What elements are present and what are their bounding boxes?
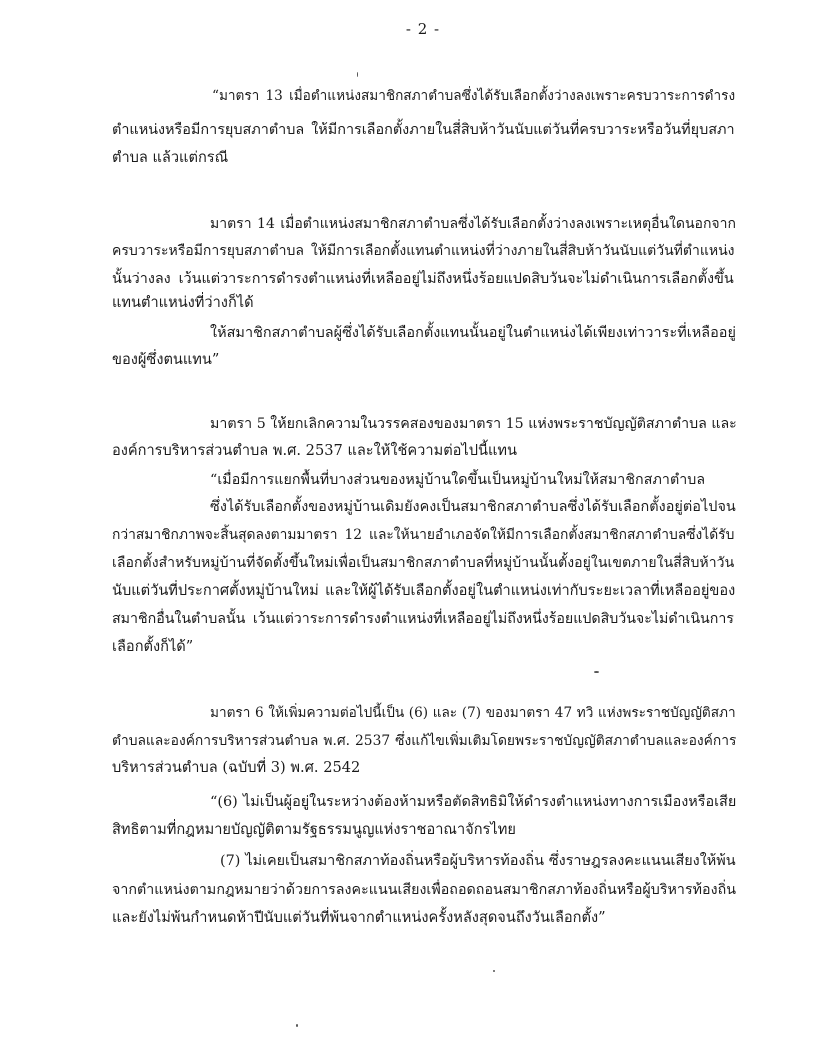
text-line-s6-2: ตำบลและองค์การบริหารส่วนตำบล พ.ศ. 2537 ซึ่งแก้ไขเพิ่มเติมโดยพระราชบัญญัติสภาตำบลและองค์การ: [112, 733, 737, 749]
text-line-s6-5: สิทธิตามที่กฎหมายบัญญัติตามรัฐธรรมนูญแห่งราชอาณาจักรไทย: [112, 821, 516, 838]
text-line-s6-8: และยังไม่พ้นกำหนดห้าปีนับแต่วันที่พ้นจากตำแหน่งครั้งหลังสุดจนถึงวันเลือกตั้ง”: [112, 909, 606, 926]
scan-speck: [296, 1024, 298, 1027]
text-line-s14-6: ของผู้ซึ่งตนแทน”: [112, 351, 220, 368]
text-line-s13-2: ตำแหน่งหรือมีการยุบสภาตำบล ให้มีการเลือกตั้งภายในสี่สิบห้าวันนับแต่วันที่ครบวาระหรือวันที่ยุบสภา: [112, 122, 735, 138]
text-line-s5-4: ซึ่งได้รับเลือกตั้งของหมู่บ้านเดิมยังคงเป็นสมาชิกสภาตำบลซึ่งได้รับเลือกตั้งอยู่ต่อไปจน: [210, 499, 736, 515]
text-line-s14-2: ครบวาระหรือมีการยุบสภาตำบล ให้มีการเลือกตั้งแทนตำแหน่งที่ว่างภายในสี่สิบห้าวันนับแต่วันที่ตำแหน่ง: [112, 243, 735, 259]
text-line-s5-9: เลือกตั้งก็ได้”: [112, 638, 194, 655]
scan-speck: [357, 72, 358, 77]
text-line-s5-1: มาตรา 5 ให้ยกเลิกความในวรรคสองของมาตรา 15 แห่งพระราชบัญญัติสภาตำบล และ: [210, 416, 737, 432]
text-line-s6-3: บริหารส่วนตำบล (ฉบับที่ 3) พ.ศ. 2542: [112, 759, 361, 776]
scan-speck: [594, 671, 599, 673]
text-line-s13-3: ตำบล แล้วแต่กรณี: [112, 149, 229, 166]
text-line-s5-7: นับแต่วันที่ประกาศตั้งหมู่บ้านใหม่ และให้ผู้ได้รับเลือกตั้งอยู่ในตำแหน่งเท่ากับระยะเวลาที่เหลืออยู่ของ: [112, 582, 736, 599]
text-line-s14-1: มาตรา 14 เมื่อตำแหน่งสมาชิกสภาตำบลซึ่งได้รับเลือกตั้งว่างลงเพราะเหตุอื่นใดนอกจาก: [210, 216, 736, 232]
text-line-s14-4: แทนตำแหน่งที่ว่างก็ได้: [112, 294, 254, 311]
text-line-s5-3: “เมื่อมีการแยกพื้นที่บางส่วนของหมู่บ้านใดขึ้นเป็นหมู่บ้านใหม่ให้สมาชิกสภาตำบล: [210, 472, 706, 488]
text-line-s6-4: “(6) ไม่เป็นผู้อยู่ในระหว่างต้องห้ามหรือตัดสิทธิมิให้ดำรงตำแหน่งทางการเมืองหรือเสีย: [210, 794, 737, 810]
text-line-s6-7: จากตำแหน่งตามกฎหมายว่าด้วยการลงคะแนนเสียงเพื่อถอดถอนสมาชิกสภาท้องถิ่นหรือผู้บริหารท้องถิ่น: [112, 882, 736, 898]
page-number: - 2 -: [405, 20, 441, 38]
scan-speck: [493, 970, 495, 972]
text-line-s5-8: สมาชิกอื่นในตำบลนั้น เว้นแต่วาระการดำรงตำแหน่งที่เหลืออยู่ไม่ถึงหนึ่งร้อยแปดสิบวันจะไม่ดำเนินการ: [112, 611, 734, 627]
text-line-s14-5: ให้สมาชิกสภาตำบลผู้ซึ่งได้รับเลือกตั้งแทนนั้นอยู่ในตำแหน่งได้เพียงเท่าวาระที่เหลืออยู่: [210, 325, 736, 341]
text-line-s5-5: กว่าสมาชิกภาพจะสิ้นสุดลงตามมาตรา 12 และให้นายอำเภอจัดให้มีการเลือกตั้งสมาชิกสภาตำบลซึ่งได้รับ: [112, 527, 735, 543]
text-line-s5-6: เลือกตั้งสำหรับหมู่บ้านที่จัดตั้งขึ้นใหม่เพื่อเป็นสมาชิกสภาตำบลที่หมู่บ้านนั้นตั้งอยู่ในเขตภายในสี่สิบห้าวัน: [112, 555, 735, 571]
text-line-s13-1: “มาตรา 13 เมื่อตำแหน่งสมาชิกสภาตำบลซึ่งได้รับเลือกตั้งว่างลงเพราะครบวาระการดำรง: [212, 88, 736, 104]
text-line-s6-1: มาตรา 6 ให้เพิ่มความต่อไปนี้เป็น (6) และ (7) ของมาตรา 47 ทวิ แห่งพระราชบัญญัติสภา: [210, 705, 736, 721]
text-line-s6-6: (7) ไม่เคยเป็นสมาชิกสภาท้องถิ่นหรือผู้บริหารท้องถิ่น ซึ่งราษฎรลงคะแนนเสียงให้พ้น: [220, 853, 736, 869]
text-line-s14-3: นั้นว่างลง เว้นแต่วาระการดำรงตำแหน่งที่เหลืออยู่ไม่ถึงหนึ่งร้อยแปดสิบวันจะไม่ดำเนินการเลือกตั้งขึ้น: [112, 271, 734, 287]
text-line-s5-2: องค์การบริหารส่วนตำบล พ.ศ. 2537 และให้ใช้ความต่อไปนี้แทน: [112, 442, 518, 459]
